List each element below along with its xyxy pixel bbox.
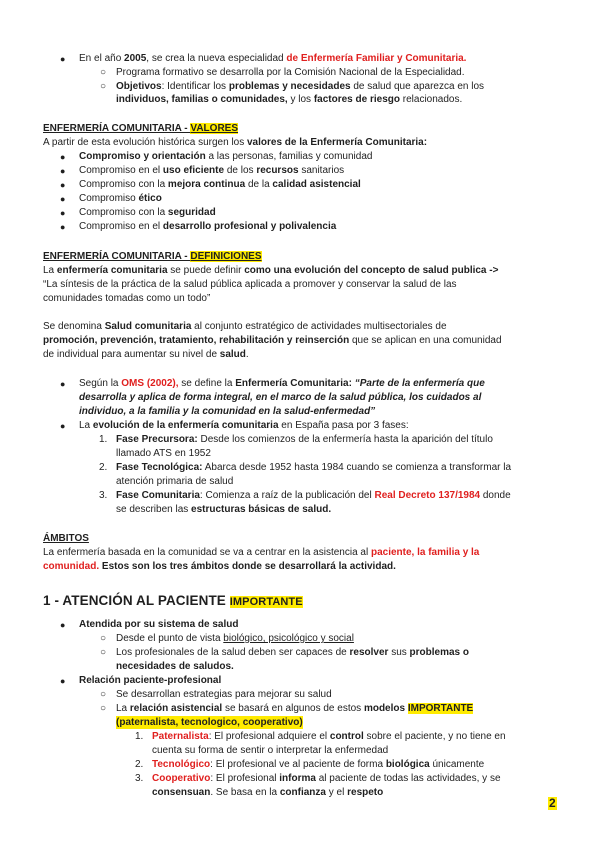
text: : El profesional adquiere el bbox=[208, 731, 330, 742]
bullet-dot: ● bbox=[60, 166, 66, 176]
text: se describen las bbox=[116, 504, 192, 515]
text: En el año bbox=[79, 53, 125, 64]
text: problemas y necesidades bbox=[228, 81, 351, 92]
evolucion-line bbox=[79, 419, 409, 432]
text: se define la bbox=[178, 378, 236, 389]
text: Tecnológico bbox=[152, 759, 211, 770]
phase-number: 2. bbox=[99, 462, 108, 473]
text: , se crea la nueva especialidad bbox=[146, 53, 287, 64]
sec1-bullet1: Atendida por su sistema de salud bbox=[79, 619, 239, 630]
sec1-bullet2: Relación paciente-profesional bbox=[79, 675, 222, 686]
phase-2 bbox=[116, 461, 511, 474]
text: al conjunto estratégico de actividades multisectoriales de bbox=[191, 321, 447, 332]
intro-line bbox=[79, 52, 466, 65]
circle-bullet-icon: ○ bbox=[100, 81, 107, 92]
text: de los bbox=[224, 165, 257, 176]
text: Desde el punto de vista bbox=[116, 633, 224, 644]
bullet-dot: ● bbox=[60, 180, 66, 190]
ambitos-heading: ÁMBITOS bbox=[43, 533, 89, 544]
text: Se denomina bbox=[43, 321, 105, 332]
highlight: DEFINICIONES bbox=[190, 251, 262, 262]
valor-item bbox=[79, 164, 344, 177]
text: relacionados. bbox=[399, 94, 463, 105]
text: Desde los comienzos de la enfermería hasta la aparición del título bbox=[197, 434, 493, 445]
text: Salud comunitaria bbox=[104, 321, 192, 332]
text: resolver bbox=[349, 647, 389, 658]
text: relación asistencial bbox=[129, 703, 223, 714]
bullet-dot: ● bbox=[60, 421, 66, 431]
text: de salud que aparezca en los bbox=[350, 81, 485, 92]
circle-bullet-icon: ○ bbox=[100, 67, 107, 78]
text: Fase Tecnológica: bbox=[116, 462, 203, 473]
text: Compromiso y orientación bbox=[79, 151, 206, 162]
text: Abarca desde 1952 hasta 1984 cuando se comienza a transformar la bbox=[202, 462, 512, 473]
text: respeto bbox=[347, 787, 384, 798]
text: informa bbox=[279, 773, 316, 784]
bullet-dot: ● bbox=[60, 208, 66, 218]
def-p1-line3: comunidades tomadas como un todo” bbox=[43, 293, 211, 304]
text: factores de riesgo bbox=[313, 94, 400, 105]
bullet-dot: ● bbox=[60, 54, 66, 64]
text: : El profesional bbox=[210, 773, 280, 784]
year: 2005 bbox=[124, 53, 147, 64]
circle-bullet-icon: ○ bbox=[100, 647, 107, 658]
text: que se aplican en una comunidad bbox=[349, 335, 502, 346]
text: : El profesional ve al paciente de forma bbox=[210, 759, 386, 770]
text: comunidad. bbox=[43, 561, 100, 572]
text: como una evolución del concepto de salud publica -> bbox=[244, 265, 499, 276]
definiciones-heading bbox=[43, 250, 262, 263]
phase-1-line2: llamado ATS en 1952 bbox=[116, 448, 211, 459]
text: desarrollo profesional y polivalencia bbox=[162, 221, 337, 232]
text: de la bbox=[245, 179, 273, 190]
bullet-dot: ● bbox=[60, 620, 66, 630]
text: sobre el paciente, y no tiene en bbox=[363, 731, 506, 742]
ambitos-line1 bbox=[43, 546, 479, 559]
text: . bbox=[245, 349, 249, 360]
phase-2-line2: atención primaria de salud bbox=[116, 476, 234, 487]
valor-item bbox=[79, 206, 216, 219]
text: y el bbox=[325, 787, 348, 798]
bullet-dot: ● bbox=[60, 222, 66, 232]
text: . Se basa en la bbox=[210, 787, 280, 798]
phase-3 bbox=[116, 489, 511, 502]
text: modelos bbox=[363, 703, 408, 714]
text: ético bbox=[138, 193, 162, 204]
oms-line3: individuo, a la familia y la comunidad en la salud-enfermedad” bbox=[79, 406, 376, 417]
text: A partir de esta evolución histórica surgen los bbox=[43, 137, 247, 148]
text: Real Decreto 137/1984 bbox=[374, 490, 481, 501]
circle-bullet-icon: ○ bbox=[100, 633, 107, 644]
text: consensuan bbox=[152, 787, 211, 798]
text: OMS (2002), bbox=[121, 378, 179, 389]
text: paciente, la familia y la bbox=[370, 547, 480, 558]
text: al paciente de todas las actividades, y se bbox=[315, 773, 501, 784]
valor-item bbox=[79, 192, 162, 205]
text: La bbox=[116, 703, 130, 714]
model-paternalista bbox=[152, 730, 506, 743]
text: Compromiso con la bbox=[79, 207, 168, 218]
def-p1-line2: “La síntesis de la práctica de la salud pública aplicada a promover y conservar la salud de las bbox=[43, 279, 457, 290]
bullet-dot: ● bbox=[60, 194, 66, 204]
sec1-b1-sub1 bbox=[116, 632, 354, 645]
phase-3-line2 bbox=[116, 503, 331, 516]
sec1-b2-sub1: Se desarrollan estrategias para mejorar su salud bbox=[116, 689, 332, 700]
text: uso eficiente bbox=[162, 165, 225, 176]
text: Fase Precursora: bbox=[116, 434, 198, 445]
text: Paternalista bbox=[152, 731, 209, 742]
text: : Comienza a raíz de la publicación del bbox=[199, 490, 375, 501]
phase-number: 3. bbox=[99, 490, 108, 501]
text: La enfermería basada en la comunidad se va a centrar en la asistencia al bbox=[43, 547, 371, 558]
text: ENFERMERÍA COMUNITARIA - bbox=[43, 251, 191, 262]
text: Compromiso con la bbox=[79, 179, 168, 190]
text: control bbox=[329, 731, 364, 742]
text: calidad asistencial bbox=[272, 179, 361, 190]
intro-sub1: Programa formativo se desarrolla por la Comisión Nacional de la Especialidad. bbox=[116, 67, 465, 78]
text: se puede definir bbox=[167, 265, 245, 276]
model-cooperativo bbox=[152, 772, 501, 785]
text: Cooperativo bbox=[152, 773, 211, 784]
text: promoción, prevención, tratamiento, rehabilitación y reinserción bbox=[43, 335, 350, 346]
model-cooperativo-line2 bbox=[152, 786, 383, 799]
text: La bbox=[79, 420, 93, 431]
model-number: 1. bbox=[135, 731, 144, 742]
text: seguridad bbox=[167, 207, 216, 218]
phase-1 bbox=[116, 433, 493, 446]
text: a las personas, familias y comunidad bbox=[205, 151, 373, 162]
text: Compromiso en el bbox=[79, 165, 163, 176]
text: La bbox=[43, 265, 57, 276]
model-tecnologico bbox=[152, 758, 484, 771]
page-number: 2 bbox=[549, 796, 556, 810]
sec1-b1-sub2 bbox=[116, 646, 469, 659]
text: Según la bbox=[79, 378, 122, 389]
valores-intro bbox=[43, 136, 427, 149]
circle-bullet-icon: ○ bbox=[100, 703, 107, 714]
text: en España pasa por 3 fases: bbox=[278, 420, 409, 431]
sec1-b2-sub2-cont: (paternalista, tecnologico, cooperativo) bbox=[116, 717, 303, 728]
bullet-dot: ● bbox=[60, 676, 66, 686]
sec1-b2-sub2 bbox=[116, 702, 473, 715]
text: valores de la Enfermería Comunitaria: bbox=[247, 137, 428, 148]
text: biológica bbox=[385, 759, 430, 770]
text: estructuras básicas de salud. bbox=[191, 504, 332, 515]
text: recursos bbox=[256, 165, 299, 176]
def-p2 bbox=[43, 320, 447, 333]
highlight: IMPORTANTE bbox=[229, 596, 303, 608]
text: problemas o bbox=[409, 647, 470, 658]
text: salud bbox=[219, 349, 246, 360]
phase-number: 1. bbox=[99, 434, 108, 445]
def-p1 bbox=[43, 264, 498, 277]
text: evolución de la enfermería comunitaria bbox=[92, 420, 279, 431]
intro-sub2 bbox=[116, 80, 484, 93]
text: “Parte de la enfermería que bbox=[354, 378, 485, 389]
text: ENFERMERÍA COMUNITARIA - bbox=[43, 123, 191, 134]
valores-heading bbox=[43, 122, 238, 135]
oms-line bbox=[79, 377, 485, 390]
text: individuos, familias o comunidades, bbox=[116, 94, 288, 105]
text: se basará en algunos de estos bbox=[222, 703, 364, 714]
text: Objetivos bbox=[116, 81, 162, 92]
model-number: 3. bbox=[135, 773, 144, 784]
ambitos-line2 bbox=[43, 560, 396, 573]
text: de individual para aumentar su nivel de bbox=[43, 349, 220, 360]
text: únicamente bbox=[429, 759, 485, 770]
bullet-dot: ● bbox=[60, 152, 66, 162]
text: enfermería comunitaria bbox=[56, 265, 168, 276]
text: sus bbox=[388, 647, 410, 658]
text: Compromiso en el bbox=[79, 221, 163, 232]
text: Compromiso bbox=[79, 193, 139, 204]
valor-item bbox=[79, 220, 336, 233]
section-1-title bbox=[43, 593, 303, 610]
valor-item bbox=[79, 178, 361, 191]
oms-line2: desarrolla y aplica de forma integral, en el marco de la salud pública, los cuidados al bbox=[79, 392, 482, 403]
specialty-name: de Enfermería Familiar y Comunitaria. bbox=[286, 53, 467, 64]
text: biológico, psicológico y social bbox=[223, 633, 354, 644]
text: donde bbox=[480, 490, 511, 501]
text: 1 - ATENCIÓN AL PACIENTE bbox=[43, 593, 230, 608]
text: sanitarios bbox=[298, 165, 345, 176]
bullet-dot: ● bbox=[60, 379, 66, 389]
def-p2-line3 bbox=[43, 348, 249, 361]
text: Los profesionales de la salud deben ser capaces de bbox=[116, 647, 350, 658]
highlight: VALORES bbox=[190, 123, 239, 134]
text: mejora continua bbox=[167, 179, 246, 190]
model-paternalista-line2: cuenta su forma de sentir o interpretar la enfermedad bbox=[152, 745, 389, 756]
text: Enfermería Comunitaria: bbox=[235, 378, 355, 389]
valor-item bbox=[79, 150, 372, 163]
intro-sub2-cont bbox=[116, 93, 462, 106]
circle-bullet-icon: ○ bbox=[100, 689, 107, 700]
text: Fase Comunitaria bbox=[116, 490, 200, 501]
text: confianza bbox=[279, 787, 326, 798]
model-number: 2. bbox=[135, 759, 144, 770]
text: y los bbox=[287, 94, 314, 105]
sec1-b1-sub2-cont: necesidades de saludos. bbox=[116, 661, 234, 672]
text: Estos son los tres ámbitos donde se desarrollará la actividad. bbox=[99, 561, 396, 572]
def-p2-line2 bbox=[43, 334, 502, 347]
highlight: IMPORTANTE bbox=[407, 703, 474, 714]
text: : Identificar los bbox=[161, 81, 229, 92]
